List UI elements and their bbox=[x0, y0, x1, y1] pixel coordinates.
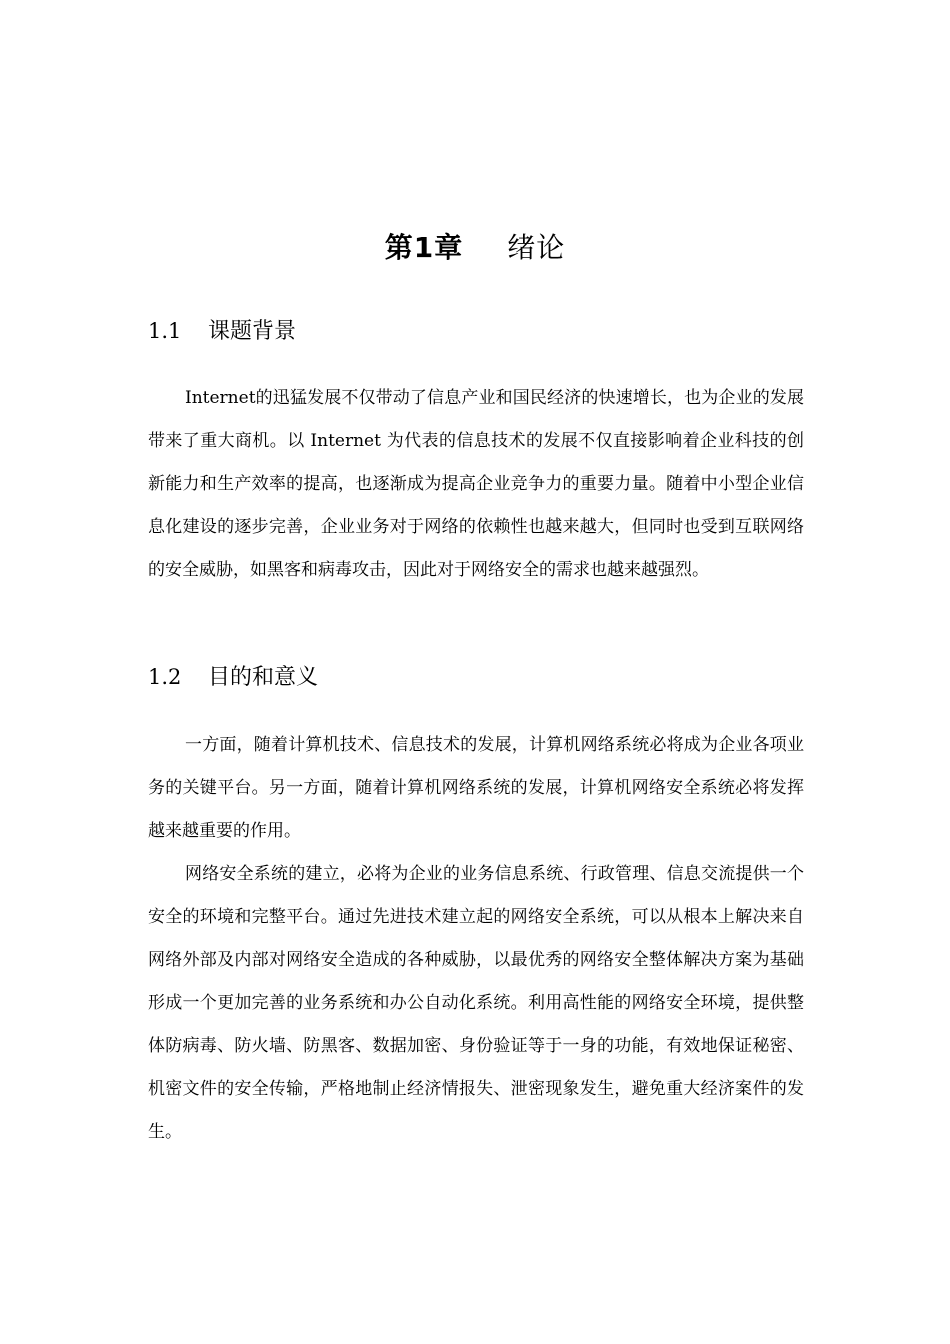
paragraph: 网络安全系统的建立，必将为企业的业务信息系统、行政管理、信息交流提供一个安全的环境和完整平台。通过先进技术建立起的网络安全系统，可以从根本上解决来自网络外部及内部对网络安全造成的各种威胁，以最优秀的网络安全整体解决方案为基础形成一个更加完善的业务系统和办公自动化系统。利用高性能的网络安全环境，提供整体防病毒、防火墙、防黑客、数据加密、身份验证等于一身的功能，有效地保证秘密、机密文件的安全传输，严格地制止经济情报失、泄密现象发生，避免重大经济案件的发生。 bbox=[148, 864, 804, 1142]
chapter-title bbox=[0, 228, 950, 268]
section-heading-1-1 bbox=[148, 316, 808, 347]
section-number: 1.2 bbox=[148, 665, 182, 689]
section-title: 目的和意义 bbox=[208, 665, 319, 690]
section-title: 课题背景 bbox=[208, 319, 297, 344]
paragraph: Internet的迅猛发展不仅带动了信息产业和国民经济的快速增长，也为企业的发展带来了重大商机。以 Internet 为代表的信息技术的发展不仅直接影响着企业科技的创新能力和生产效率的提高，也逐渐成为提高企业竞争力的重要力量。随着中小型企业信息化建设的逐步完善，企业业务对于网络的依赖性也越来越大，但同时也受到互联网络的安全威胁，如黑客和病毒攻击，因此对于网络安全的需求也越来越强烈。 bbox=[148, 388, 804, 580]
section-heading-1-2 bbox=[148, 662, 808, 693]
section-number: 1.1 bbox=[148, 319, 182, 343]
chapter-name: 绪论 bbox=[507, 231, 566, 264]
paragraph: 一方面，随着计算机技术、信息技术的发展，计算机网络系统必将成为企业各项业务的关键平台。另一方面，随着计算机网络系统的发展，计算机网络安全系统必将发挥越来越重要的作用。 bbox=[148, 735, 804, 841]
chapter-number: 第1章 bbox=[384, 231, 464, 264]
